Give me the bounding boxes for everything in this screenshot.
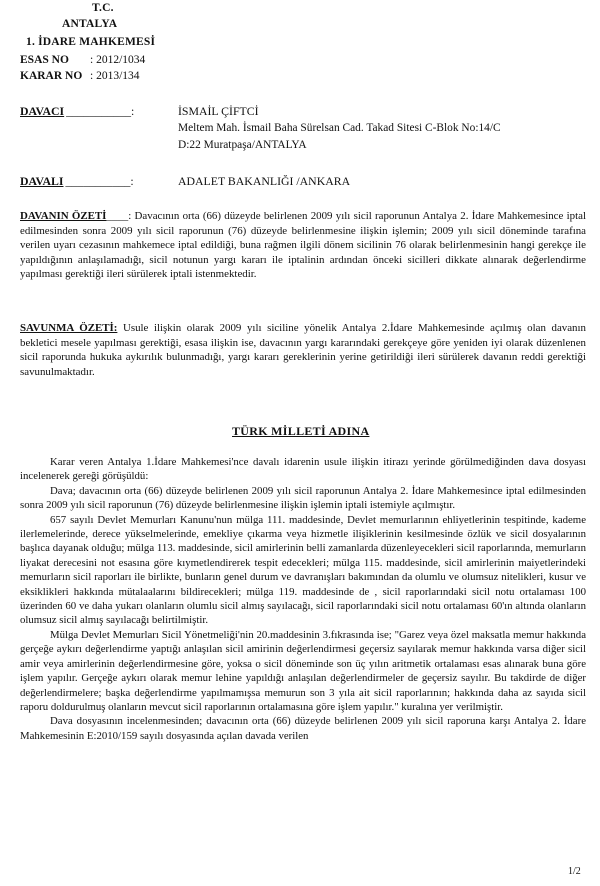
davaci-address-line2: D:22 Muratpaşa/ANTALYA	[178, 139, 307, 151]
savunma-ozeti-section	[20, 321, 586, 379]
esas-no-row	[20, 54, 145, 66]
davali-label: DAVALI	[20, 174, 64, 188]
section-title: TÜRK MİLLETİ ADINA	[232, 424, 370, 438]
karar-no-value: : 2013/134	[90, 70, 140, 82]
davaci-dots: ___________:	[66, 104, 135, 118]
header-court: 1. İDARE MAHKEMESİ	[26, 36, 156, 48]
davali-name: ADALET BAKANLIĞI /ANKARA	[178, 174, 351, 188]
davanin-ozeti-text: Davacının orta (66) düzeyde belirlenen 2009 yılı sicil raporunun Antalya 2. İdare Mahkemesince iptal edilmesinden sonra 2009 yılı sicil raporunun (76) düzeyde belirlenmesine ilişkin işlemin; 2009 yılı sicil döneminde tarafına verilen uyarı cezasının mahkemece iptal edildiği, buna rağmen ilgili dönem sicilinin 76 olarak belirlenmesinin hangi gerekçe ile yapıldığının anlaşılamadığı, sicil notunun yargı kararı ile iptalinin ardından önceki sicilleri dikkate alınarak değerlendirme yapılması gerektiği ileri sürülerek iptali istenmektedir.	[20, 210, 586, 281]
page-number: 1/2	[568, 866, 581, 877]
header-republic: T.C.	[92, 2, 114, 14]
davaci-name: İSMAİL ÇİFTCİ	[178, 104, 259, 118]
davali-row	[20, 174, 134, 189]
header-city: ANTALYA	[62, 18, 118, 30]
davali-dots: ___________:	[65, 174, 134, 188]
esas-no-value: : 2012/1034	[90, 54, 146, 66]
karar-no-label: KARAR NO	[20, 70, 83, 82]
body-paragraph-4: Mülga Devlet Memurları Sicil Yönetmeliği'nin 20.maddesinin 3.fıkrasında ise; "Garez veya özel maksatla memur hakkında gerçeğe aykırı değerlendirme yaptığı anlaşılan sicil amirinin değerlendirmesi geçersiz sayılarak memur hakkında varsa diğer sicil amir veya amirlerinin değerlendirmesine göre, yoksa o sicil döneminde son üç yılın aritmetik ortalaması esas alınarak buna göre işlem yapılır. Gerçeğe aykırı olarak memur lehine yapıldığı anlaşılan değerlendirmeler de geçersiz sayılır. Bu takdirde de diğer değerlendirmelere; başka değerlendirme yapılmamışsa memurun son 3 yıla ait sicil raporlarının; hakkında daha az sayıda sicil raporu doldurulmuş olanların mevcut sicil raporlarının ortalamasına göre işlem yapılır." kuralına yer verilmiştir.	[20, 628, 586, 713]
davanin-ozeti-dots: ____:	[106, 210, 132, 222]
davanin-ozeti-section	[20, 209, 586, 282]
davaci-label: DAVACI	[20, 104, 65, 118]
esas-no-label: ESAS NO	[20, 54, 69, 66]
body-paragraph-5: Dava dosyasının incelenmesinden; davacının orta (66) düzeyde belirlenen 2009 yılı sicil raporuna karşı Antalya 2. İdare Mahkemesinin E:2010/159 sayılı dosyasında açılan davada verilen	[20, 715, 586, 742]
body-paragraph-3: 657 sayılı Devlet Memurları Kanunu'nun mülga 111. maddesinde, Devlet memurlarının ehliyetlerinin tespitinde, kademe ilerlemelerinde, derece yükselmelerinde, emekliye çıkarma veya hizmetle ilişiklerinin kesilmesinde özlük ve sicil dosyalarının başlıca dayanak olduğu; mülga 113. maddesinde, sicil amirlerinin belli zamanlarda düzenleyecekleri sicil raporlarında, memurların liyakat derecesini not esasına göre kıymetlendirerek tespit edecekleri; mülga 115. maddesinde, sicil amirlerinin maiyetlerindeki memurların sicil raporları ile birlikte, bunların genel durum ve davranışları bakımından da olumlu ve olumsuz nitelikleri, kusur ve eksiklikleri hakkında mütalaalarını bildirecekleri; mülga 119. maddesinde de , sicil raporlarındaki sicil notu ortalaması 100 üzerinden 60 ve daha yukarı olanların olumlu sicil almış sayılacağı, sicil raporlarındaki sicil notu ortalaması 60'ın altında olanların olumsuz sicil almış sayılacağı belirtilmiştir.	[20, 513, 586, 627]
savunma-ozeti-text: Usule ilişkin olarak 2009 yılı siciline yönelik Antalya 2.İdare Mahkemesinde açılmış olan davanın bekletici mesele yapılması gerektiği, esasa ilişkin ise, davacının yargı kararındaki gerekçeye göre yeniden iyi olarak düzenlenen sicil raporunda hukuka aykırılık bulunmadığı, yargı kararı gereklerinin yerine getirildiği ileri sürülerek davanın reddi gerektiği savunulmaktadır.	[20, 322, 586, 378]
body-paragraph-2: Dava; davacının orta (66) düzeyde belirlenen 2009 yılı sicil raporunun Antalya 2. İdare Mahkemesince iptal edilmesinden sonra 2009 yılı sicil raporunun (76) düzeyde belirlenmesine ilişkin işlemin iptali istemiyle açılmıştır.	[20, 484, 586, 512]
davanin-ozeti-label: DAVANIN ÖZETİ	[20, 210, 107, 222]
davaci-row	[20, 104, 134, 119]
savunma-ozeti-label: SAVUNMA ÖZETİ:	[20, 322, 118, 334]
karar-no-row	[20, 70, 140, 82]
decision-body	[20, 455, 586, 743]
davaci-address-line1: Meltem Mah. İsmail Baha Sürelsan Cad. Takad Sitesi C-Blok No:14/C	[178, 122, 501, 134]
body-paragraph-1: Karar veren Antalya 1.İdare Mahkemesi'nce davalı idarenin usule ilişkin itirazı yerinde görülmediğinden dava dosyası incelenerek gereği görüşüldü:	[20, 456, 586, 483]
